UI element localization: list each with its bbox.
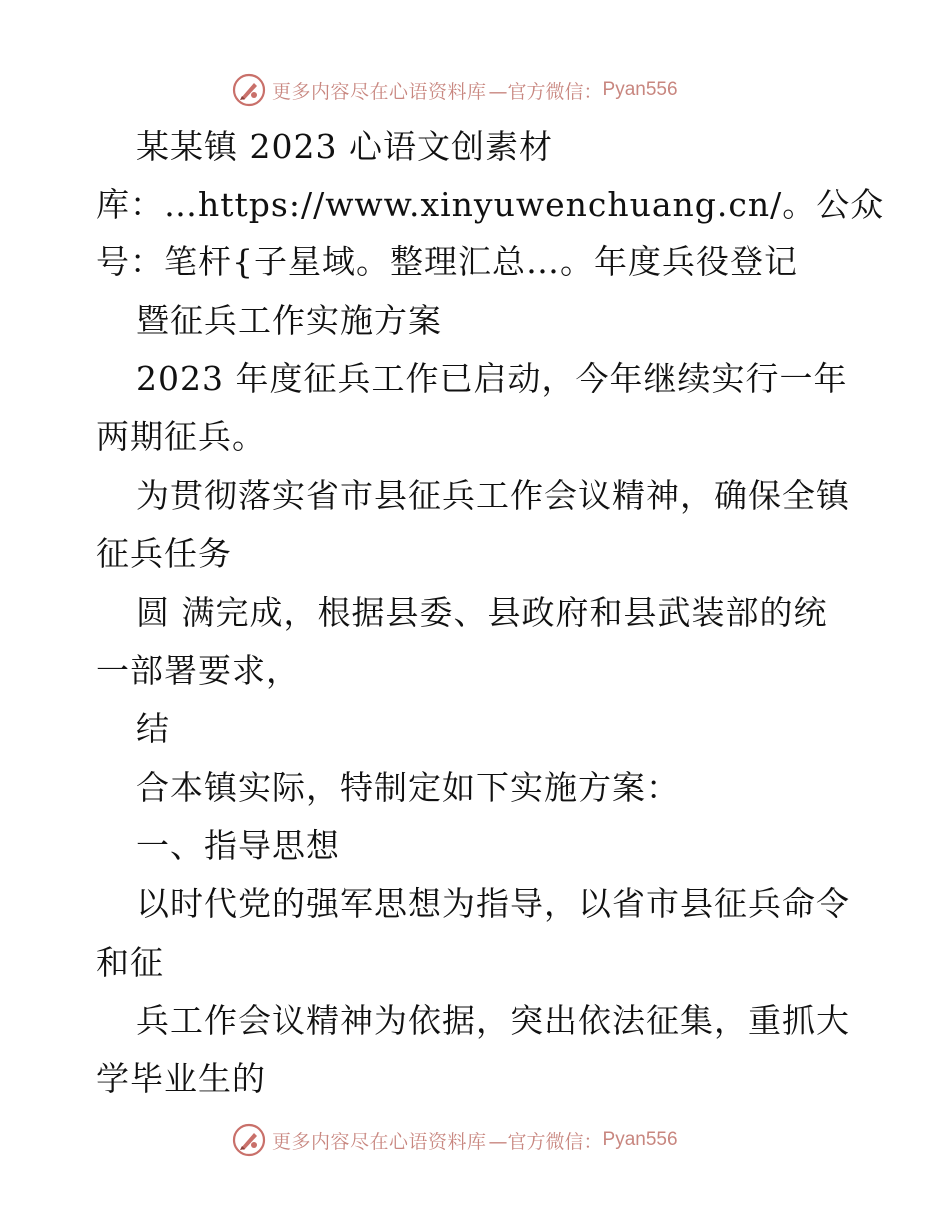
- doc-line-10: 一部署要求，: [96, 651, 300, 690]
- doc-line-9: 圆 满完成，根据县委、县政府和县武装部的统: [136, 593, 828, 632]
- doc-line-6: 两期征兵。: [96, 417, 266, 456]
- watermark-banner-bottom: [232, 1122, 678, 1158]
- doc-line-3: 号：笔杆{子星域。整理汇总…。年度兵役登记: [96, 242, 798, 281]
- watermark-text: 更多内容尽在心语资料库: [272, 80, 487, 103]
- watermark-wechat-id: Pyan556: [602, 1129, 678, 1150]
- doc-line-12: 合本镇实际，特制定如下实施方案：: [136, 768, 680, 807]
- doc-line-17: 学毕业生的: [96, 1059, 266, 1098]
- doc-line-5: 2023 年度征兵工作已启动，今年继续实行一年: [136, 359, 848, 398]
- doc-line-16: 兵工作会议精神为依据，突出依法征集，重抓大: [136, 1001, 850, 1040]
- watermark-separator: —官方微信：: [488, 80, 603, 103]
- pen-logo-icon: [232, 73, 266, 107]
- watermark-text: 更多内容尽在心语资料库: [272, 1130, 487, 1153]
- doc-line-15: 和征: [96, 943, 164, 982]
- doc-line-8: 征兵任务: [96, 534, 232, 573]
- watermark-banner-top: [232, 72, 678, 108]
- doc-title-line: 暨征兵工作实施方案: [136, 301, 442, 340]
- doc-line-11: 结: [136, 709, 170, 748]
- section-heading-guiding-ideology: 一、指导思想: [136, 826, 340, 865]
- watermark-separator: —官方微信：: [488, 1130, 603, 1153]
- doc-line-1: 某某镇 2023 心语文创素材: [136, 127, 553, 166]
- doc-line-14: 以时代党的强军思想为指导，以省市县征兵命令: [136, 884, 850, 923]
- doc-line-2: 库：…https://www.xinyuwenchuang.cn/。公众: [96, 185, 885, 224]
- watermark-wechat-id: Pyan556: [602, 79, 678, 100]
- doc-line-7: 为贯彻落实省市县征兵工作会议精神，确保全镇: [136, 476, 850, 515]
- pen-logo-icon: [232, 1123, 266, 1157]
